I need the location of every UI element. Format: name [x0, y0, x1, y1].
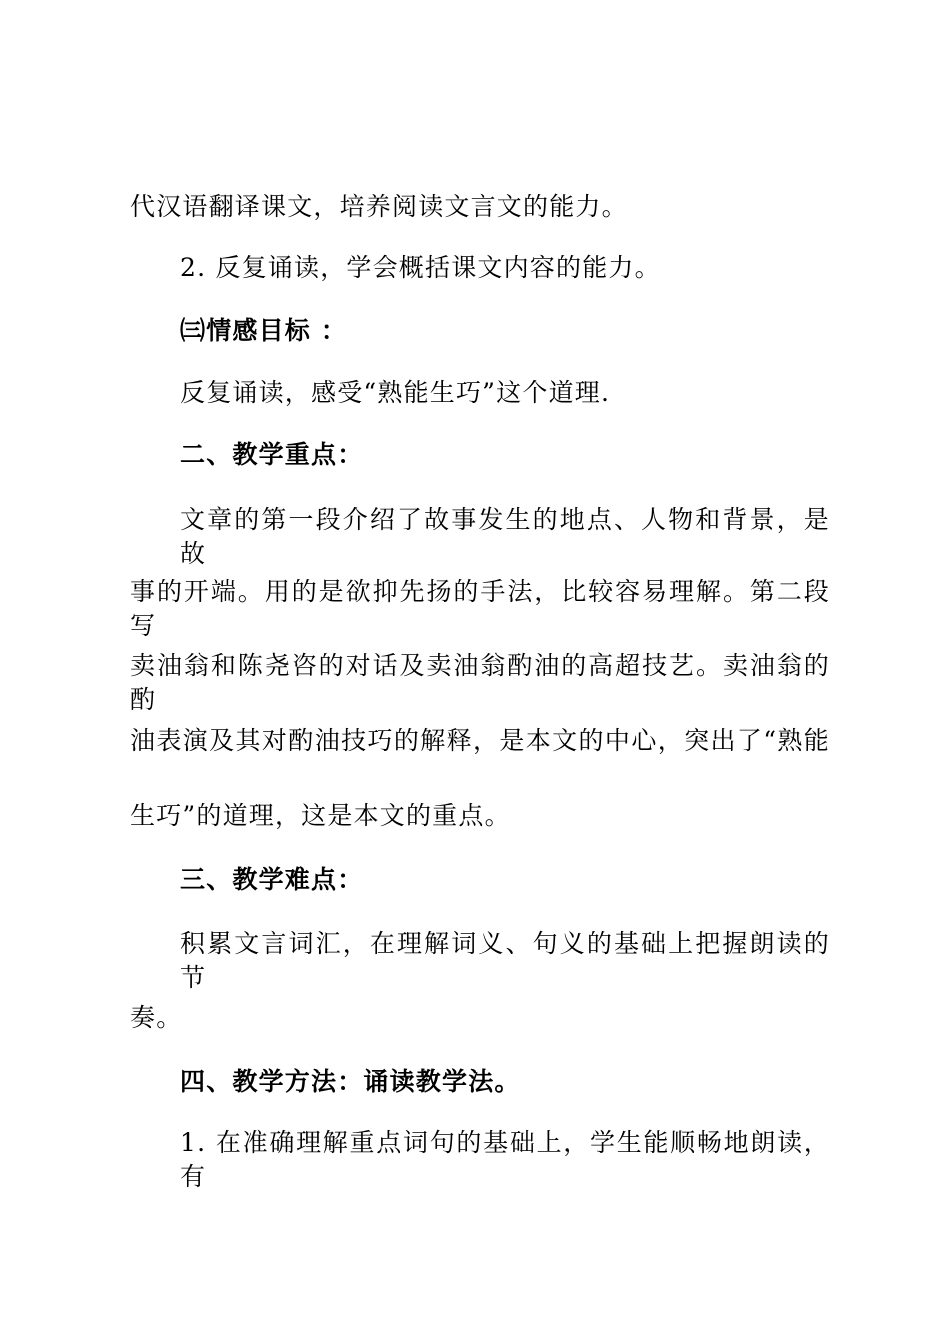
list-item-1: 1. 在准确理解重点词句的基础上，学生能顺畅地朗读，有: [180, 1128, 830, 1191]
list-item-2: 2. 反复诵读，学会概括课文内容的能力。: [180, 253, 661, 282]
paragraph-line: 生巧”的道理，这是本文的重点。: [130, 801, 511, 830]
section-heading-teaching-method: 四、教学方法：诵读教学法。: [180, 1067, 521, 1096]
paragraph-line: 奏。: [130, 1003, 183, 1032]
paragraph-line: 卖油翁和陈尧咨的对话及卖油翁酌油的高超技艺。卖油翁的酌: [130, 651, 830, 714]
paragraph-line: 反复诵读，感受“熟能生巧”这个道理.: [180, 378, 611, 407]
paragraph-line: 积累文言词汇，在理解词义、句义的基础上把握朗读的节: [180, 929, 830, 992]
paragraph-line: 油表演及其对酌油技巧的解释，是本文的中心，突出了“熟能: [130, 726, 830, 755]
section-heading-teaching-focus: 二、教学重点：: [180, 440, 364, 469]
section-heading-teaching-difficulty: 三、教学难点：: [180, 865, 364, 894]
paragraph-line: 事的开端。用的是欲抑先扬的手法，比较容易理解。第二段写: [130, 577, 830, 640]
section-heading-emotional-goal: ㈢情感目标 ：: [180, 316, 348, 345]
paragraph-line: 文章的第一段介绍了故事发生的地点、人物和背景，是故: [180, 505, 830, 568]
paragraph-line: 代汉语翻译课文，培养阅读文言文的能力。: [130, 192, 628, 221]
